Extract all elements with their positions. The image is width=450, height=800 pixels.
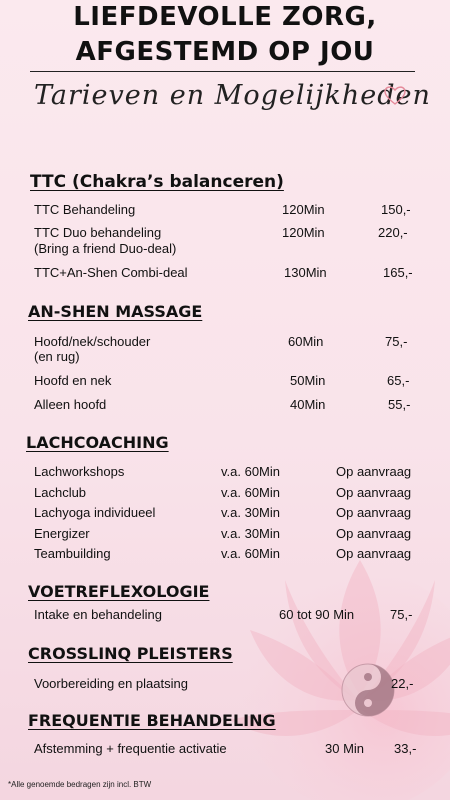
row-price: Op aanvraag	[336, 505, 412, 520]
row-price: 33,-	[394, 741, 417, 756]
row-duration: v.a. 60Min	[221, 485, 281, 500]
row-name: Hoofd/nek/schouder	[34, 334, 151, 349]
row-name: Afstemming + frequentie activatie	[34, 741, 227, 756]
row-name-extra: (Bring a friend Duo-deal)	[34, 241, 177, 256]
row-price: 65,-	[387, 373, 410, 388]
row-name: TTC Duo behandeling	[34, 225, 162, 240]
row-name: Lachclub	[34, 485, 87, 500]
heart-icon	[382, 82, 408, 108]
headline-line2: AFGESTEMD OP JOU	[75, 37, 375, 67]
row-duration: v.a. 30Min	[221, 526, 281, 541]
row-name: TTC+An-Shen Combi-deal	[34, 265, 188, 280]
row-duration: v.a. 60Min	[221, 546, 281, 561]
row-duration: 130Min	[284, 265, 327, 280]
divider	[30, 71, 415, 72]
row-name: Voorbereiding en plaatsing	[34, 676, 188, 691]
section-title-crosslinq: CROSSLINQ PLEISTERS	[28, 644, 233, 663]
row-name-extra: (en rug)	[34, 349, 80, 364]
row-name: Alleen hoofd	[34, 397, 107, 412]
row-duration: 30 Min	[325, 741, 365, 756]
section-title-voetreflexologie: VOETREFLEXOLOGIE	[28, 582, 210, 601]
row-name: Energizer	[34, 526, 90, 541]
row-duration: 40Min	[290, 397, 326, 412]
row-duration: v.a. 30Min	[221, 505, 281, 520]
row-price: 165,-	[383, 265, 413, 280]
row-duration: 60 tot 90 Min	[279, 607, 355, 622]
row-price: 220,-	[378, 225, 408, 240]
row-price: Op aanvraag	[336, 526, 412, 541]
row-price: 75,-	[385, 334, 408, 349]
row-name: Teambuilding	[34, 546, 111, 561]
row-duration: v.a. 60Min	[221, 464, 281, 479]
section-title-ttc: TTC (Chakra’s balanceren)	[30, 172, 284, 192]
row-name: Lachworkshops	[34, 464, 125, 479]
row-name: Lachyoga individueel	[34, 505, 156, 520]
row-name: Intake en behandeling	[34, 607, 162, 622]
row-price: Op aanvraag	[336, 546, 412, 561]
footnote-vat: *Alle genoemde bedragen zijn incl. BTW	[8, 780, 152, 789]
row-duration: 60Min	[288, 334, 324, 349]
row-duration: 120Min	[282, 202, 325, 217]
row-duration: 120Min	[282, 225, 325, 240]
row-price: Op aanvraag	[336, 485, 412, 500]
row-price: 150,-	[381, 202, 411, 217]
headline-line1: LIEFDEVOLLE ZORG,	[73, 2, 377, 32]
row-price: 75,-	[390, 607, 413, 622]
row-price: Op aanvraag	[336, 464, 412, 479]
section-title-frequentie: FREQUENTIE BEHANDELING	[28, 711, 276, 730]
script-subtitle: Tarieven en Mogelijkheden	[34, 80, 431, 111]
row-name: TTC Behandeling	[34, 202, 136, 217]
section-title-lachcoaching: LACHCOACHING	[26, 433, 169, 452]
row-price: 55,-	[388, 397, 411, 412]
row-duration: 50Min	[290, 373, 326, 388]
section-title-an-shen: AN-SHEN MASSAGE	[28, 302, 203, 321]
row-name: Hoofd en nek	[34, 373, 112, 388]
row-price: 22,-	[391, 676, 414, 691]
